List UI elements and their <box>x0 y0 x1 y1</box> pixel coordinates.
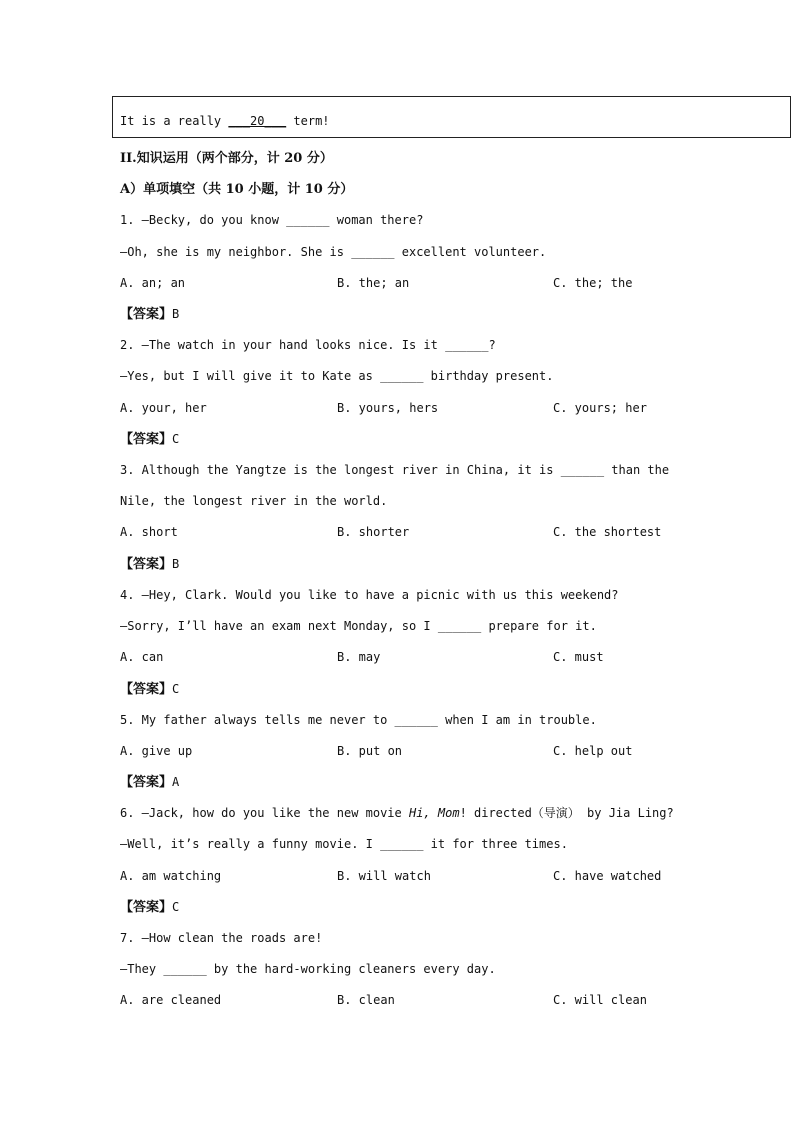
question-2-option-a: A. your, her <box>120 401 207 415</box>
question-3-option-b: B. shorter <box>337 525 410 539</box>
question-7-line-1: 7. —How clean the roads are! <box>120 931 323 945</box>
question-1-answer: 【答案】B <box>120 307 180 322</box>
passage-last-line: It is a really ___20___ term! <box>120 114 330 128</box>
question-6-answer: 【答案】C <box>120 900 180 915</box>
question-6-option-b: B. will watch <box>337 869 431 883</box>
question-3-line-2: Nile, the longest river in the world. <box>120 494 388 508</box>
question-3-line-1: 3. Although the Yangtze is the longest river in China, it is ______ than the <box>120 463 670 477</box>
question-4-option-b: B. may <box>337 650 381 664</box>
question-1-line-1: 1. —Becky, do you know ______ woman there? <box>120 213 424 227</box>
question-3-answer: 【答案】B <box>120 557 180 572</box>
question-7-line-2: —They ______ by the hard-working cleaners every day. <box>120 962 496 976</box>
question-4-answer: 【答案】C <box>120 682 180 697</box>
question-3-option-a: A. short <box>120 525 178 539</box>
question-2-line-2: —Yes, but I will give it to Kate as ______ birthday present. <box>120 369 554 383</box>
question-7-option-b: B. clean <box>337 993 395 1007</box>
question-5-line-1: 5. My father always tells me never to ______ when I am in trouble. <box>120 713 597 727</box>
passage-box-end <box>112 96 791 138</box>
question-6-line-1: 6. —Jack, how do you like the new movie Hi, Mom! directed（导演） by Jia Ling? <box>120 806 674 820</box>
question-1-line-2: —Oh, she is my neighbor. She is ______ excellent volunteer. <box>120 245 547 259</box>
question-5-option-b: B. put on <box>337 744 403 758</box>
question-3-option-c: C. the shortest <box>553 525 662 539</box>
question-4-line-2: —Sorry, I’ll have an exam next Monday, so I ______ prepare for it. <box>120 619 597 633</box>
question-5-answer: 【答案】A <box>120 775 180 790</box>
question-4-option-a: A. can <box>120 650 164 664</box>
question-2-line-1: 2. —The watch in your hand looks nice. Is it ______? <box>120 338 496 352</box>
question-5-option-c: C. help out <box>553 744 633 758</box>
question-2-answer: 【答案】C <box>120 432 180 447</box>
question-2-option-c: C. yours; her <box>553 401 647 415</box>
question-6-line-2: —Well, it’s really a funny movie. I ______ it for three times. <box>120 837 568 851</box>
question-1-option-c: C. the; the <box>553 276 633 290</box>
question-7-option-a: A. are cleaned <box>120 993 222 1007</box>
question-4-line-1: 4. —Hey, Clark. Would you like to have a picnic with us this weekend? <box>120 588 619 602</box>
question-1-option-a: A. an; an <box>120 276 186 290</box>
question-5-option-a: A. give up <box>120 744 193 758</box>
question-6-option-c: C. have watched <box>553 869 662 883</box>
movie-title: Hi, Mom <box>408 806 460 820</box>
section-title: II.知识运用（两个部分，计 20 分） <box>120 151 333 166</box>
question-6-option-a: A. am watching <box>120 869 222 883</box>
question-2-option-b: B. yours, hers <box>337 401 439 415</box>
blank-20: ___20___ <box>228 114 287 128</box>
subsection-title: A）单项填空（共 10 小题，计 10 分） <box>120 182 354 197</box>
question-1-option-b: B. the; an <box>337 276 410 290</box>
question-7-option-c: C. will clean <box>553 993 647 1007</box>
question-4-option-c: C. must <box>553 650 604 664</box>
